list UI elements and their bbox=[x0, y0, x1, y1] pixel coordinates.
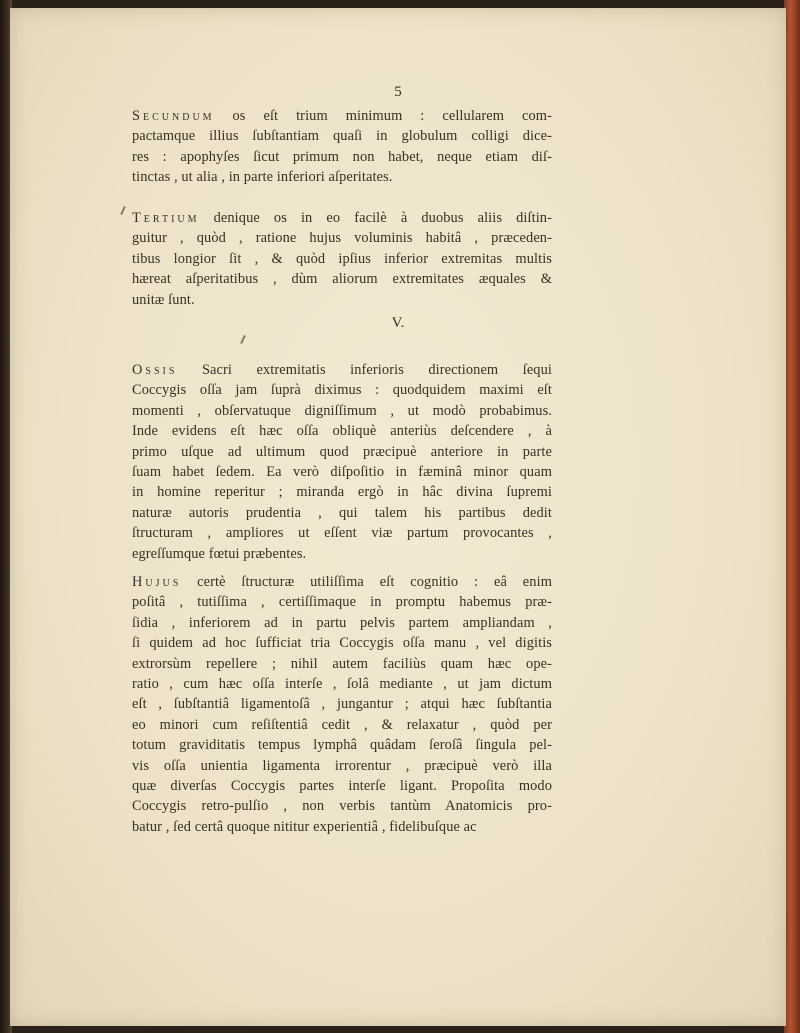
line-text: os eſt trium minimum : cellularem com- bbox=[232, 108, 552, 124]
line-text: eſt , ſubſtantiâ ligamentoſâ , jungantur ; atqui hæc ſubſtantia bbox=[132, 696, 552, 713]
line-text: Inde evidens eſt hæc oſſa obliquè anteriùs deſcendere , à bbox=[132, 423, 552, 440]
text-line bbox=[132, 106, 552, 126]
line-text: denique os in eo facilè à duobus aliis diſtin- bbox=[213, 210, 552, 226]
text-line bbox=[132, 208, 552, 228]
text-line bbox=[132, 633, 552, 653]
text-line bbox=[132, 482, 552, 502]
text-line bbox=[132, 269, 552, 289]
line-text: ſuam habet ſedem. Ea verò diſpoſitio in fæminâ minor quam bbox=[132, 464, 552, 481]
page-number: 5 bbox=[394, 84, 402, 100]
text-line bbox=[132, 715, 552, 735]
text-line bbox=[132, 544, 552, 564]
line-text: hæreat aſperitatibus , dùm aliorum extremitates æquales & bbox=[132, 271, 552, 288]
text-line bbox=[132, 592, 552, 612]
line-text: res : apophyſes ſicut primum non habet, neque etiam diſ- bbox=[132, 148, 552, 165]
text-line bbox=[132, 776, 552, 796]
text-line bbox=[132, 290, 552, 310]
ink-mark bbox=[120, 206, 126, 215]
text-line bbox=[132, 503, 552, 523]
text-line bbox=[132, 380, 552, 400]
section-heading: V. bbox=[391, 315, 405, 331]
line-text: quæ diverſas Coccygis partes interſe ligant. Propoſita modo bbox=[132, 778, 552, 795]
book-page bbox=[10, 8, 786, 1026]
line-text: in homine reperitur ; miranda ergò in hâc divina ſupremi bbox=[132, 484, 552, 501]
line-text: momenti , obſervatuque digniſſimum , ut modò probabimus. bbox=[132, 402, 552, 419]
line-text: unitæ ſunt. bbox=[132, 291, 195, 308]
line-text: eo minori cum reſiſtentiâ cedit , & relaxatur , quòd per bbox=[132, 716, 552, 733]
line-text: ſi quidem ad hoc ſufficiat tria Coccygis oſſa manu , vel digitis bbox=[132, 635, 552, 652]
line-text: extrorsùm repellere ; nihil autem faciliùs quam hæc ope- bbox=[132, 655, 552, 672]
text-line bbox=[132, 523, 552, 543]
text-line bbox=[132, 654, 552, 674]
line-text: ſidia , inferiorem ad in partu pelvis partem ampliandam , bbox=[132, 614, 552, 631]
text-line bbox=[132, 421, 552, 441]
text-line bbox=[132, 694, 552, 714]
text-line bbox=[132, 249, 552, 269]
text-line bbox=[132, 674, 552, 694]
text-line bbox=[132, 228, 552, 248]
book-fore-edge bbox=[784, 0, 800, 1033]
line-text: guitur , quòd , ratione hujus voluminis habitâ , præceden- bbox=[132, 230, 552, 247]
text-line bbox=[132, 735, 552, 755]
line-text: ſtructuram , ampliores ut eſſent viæ partum provocantes , bbox=[132, 525, 552, 542]
line-text: tinctas , ut alia , in parte inferiori aſperitates. bbox=[132, 169, 393, 186]
line-text: totum graviditatis tempus lymphâ quâdam ſeroſâ ſingula pel- bbox=[132, 737, 552, 754]
line-text: tibus longior ſit , & quòd ipſius inferior extremitas multis bbox=[132, 250, 552, 267]
line-text: naturæ autoris prudentia , qui talem his partibus dedit bbox=[132, 504, 552, 521]
text-line bbox=[132, 442, 552, 462]
ink-mark bbox=[240, 335, 246, 344]
text-line bbox=[132, 167, 552, 187]
line-text: Coccygis oſſa jam ſuprà diximus : quodquidem maximi eſt bbox=[132, 382, 552, 399]
text-line bbox=[132, 796, 552, 816]
paragraph-hujus bbox=[132, 572, 552, 837]
text-line bbox=[132, 126, 552, 146]
text-line bbox=[132, 401, 552, 421]
paragraph-secundum bbox=[132, 106, 552, 188]
line-text: certè ſtructuræ utiliſſima eſt cognitio : eâ enim bbox=[197, 574, 552, 590]
line-text: batur , ſed certâ quoque nititur experientiâ , fidelibuſque ac bbox=[132, 818, 477, 835]
paragraph-tertium bbox=[132, 208, 552, 310]
line-text: primo uſque ad ultimum quod præcipuè anteriore in parte bbox=[132, 443, 552, 460]
text-line bbox=[132, 572, 552, 592]
paragraph-lead-word: Hujus bbox=[132, 574, 182, 590]
text-line bbox=[132, 360, 552, 380]
line-text: Coccygis retro-pulſio , non verbis tantùm Anatomicis pro- bbox=[132, 798, 552, 815]
line-text: poſitâ , tutiſſima , certiſſimaque in promptu habemus præ- bbox=[132, 594, 552, 611]
line-text: egreſſumque fœtui præbentes. bbox=[132, 545, 307, 562]
text-line bbox=[132, 147, 552, 167]
line-text: vis oſſa unientia ligamenta irrorentur , præcipuè verò illa bbox=[132, 757, 552, 774]
paragraph-ossis bbox=[132, 360, 552, 564]
line-text: Sacri extremitatis inferioris directionem ſequi bbox=[201, 362, 552, 378]
paragraph-lead-word: Secundum bbox=[132, 108, 215, 124]
text-line bbox=[132, 462, 552, 482]
paragraph-lead-word: Ossis bbox=[132, 362, 178, 378]
line-text: ratio , cum hæc oſſa interſe , ſolâ mediante , ut jam dictum bbox=[132, 676, 552, 693]
text-line bbox=[132, 756, 552, 776]
line-text: pactamque illius ſubſtantiam quaſi in globulum colligi dice- bbox=[132, 128, 552, 145]
paragraph-lead-word: Tertium bbox=[132, 210, 200, 226]
text-line bbox=[132, 613, 552, 633]
text-line bbox=[132, 817, 552, 837]
